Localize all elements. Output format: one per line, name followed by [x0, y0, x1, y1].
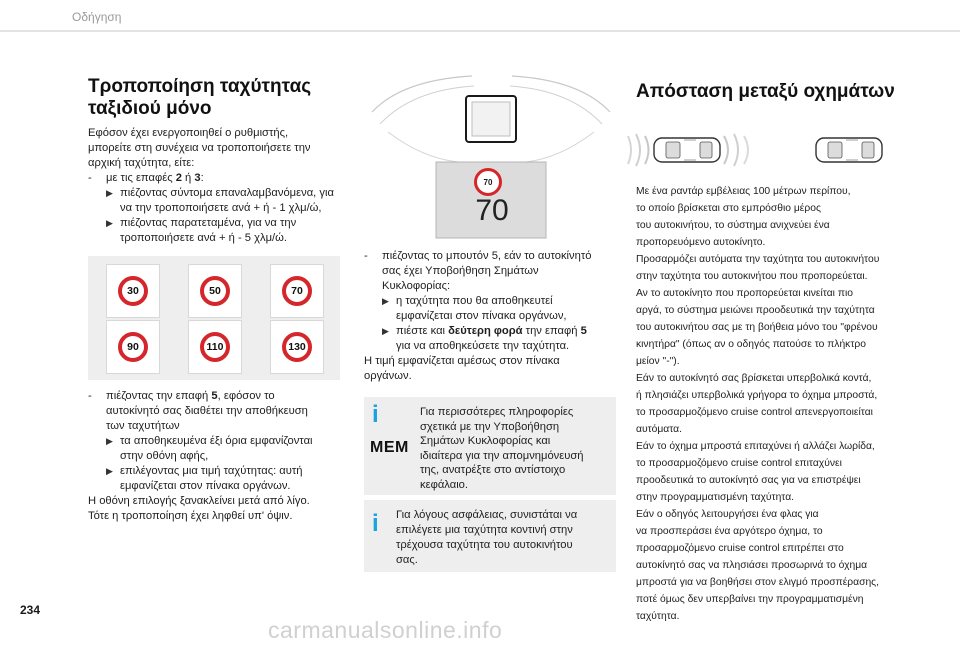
speed-sign-110: 110 — [200, 332, 230, 362]
arrow-bullet-icon: ▶ — [382, 296, 389, 306]
body-line: μπροστά για να βοηθήσει στον ελιγμό προσπέρασης, — [636, 577, 880, 588]
bullet-speed-to-store — [364, 294, 622, 324]
dash-line: των ταχυτήτων — [106, 420, 180, 432]
contact-2: 2 — [175, 172, 182, 184]
arrow-bullet-icon: ▶ — [106, 188, 113, 198]
end-line: Η οθόνη επιλογής ξανακλείνει μετά από λίγο. — [88, 495, 310, 507]
contact-3: 3 — [194, 172, 201, 184]
speed-sign-30: 30 — [118, 276, 148, 306]
info-text — [420, 405, 612, 492]
speed-limit-panel — [88, 256, 340, 380]
arrow-bullet-icon: ▶ — [106, 436, 113, 446]
dash-text — [106, 171, 204, 186]
left-intro — [88, 126, 350, 246]
sign-cell[interactable] — [188, 264, 242, 318]
dash-text-prefix: με τις επαφές — [106, 172, 176, 184]
info-line: σας. — [396, 554, 418, 566]
body-line: αυτοκίνητό σας να πλησιάσει προσωρινά το όχημα — [636, 560, 868, 571]
body-line: Προσαρμόζει αυτόματα την ταχύτητα του αυτοκινήτου — [636, 254, 880, 265]
bullet-press-again — [364, 324, 622, 354]
cars-radar-illustration — [626, 130, 904, 170]
dash-line: αυτοκίνητό σας διαθέτει την αποθήκευση — [106, 405, 308, 417]
bullet-line: επιλέγοντας μια τιμή ταχύτητας: αυτή — [120, 465, 303, 477]
info-line: κεφάλαιο. — [420, 478, 469, 491]
body-line: αργά, το σύστημα μειώνει προοδευτικά την ταχύτητα — [636, 305, 875, 316]
mem-label: MEM — [370, 439, 409, 456]
bullet-line: στην οθόνη αφής, — [120, 450, 209, 462]
info-line: επιλέγετε μια ταχύτητα κοντινή στην — [396, 524, 573, 536]
body-line: ποτέ όμως δεν υπερβαίνει την προγραμματισμένη — [636, 594, 864, 605]
body-line: στην προγραμματισμένη ταχύτητα. — [636, 492, 795, 503]
dash-text-prefix: πιέζοντας την επαφή — [106, 390, 212, 402]
dash-marker: - — [364, 250, 368, 262]
dash-marker: - — [88, 172, 92, 184]
speed-sign-90: 90 — [118, 332, 148, 362]
bullet-line: να την τροποποιήσετε ανά + ή - 1 χλμ/ώ, — [120, 202, 322, 214]
info-line: ιδιαίτερα για την απομνημόνευσή — [420, 449, 584, 462]
dash-text-mid: ή — [181, 172, 195, 184]
dash-item-contacts — [88, 171, 350, 186]
dash-line: πιέζοντας το μπουτόν 5, εάν το αυτοκίνητό — [382, 250, 592, 262]
info-line: Για λόγους ασφάλειας, συνιστάται να — [396, 509, 578, 521]
info-line: της, ανατρέξτε στο αντίστοιχο — [420, 464, 566, 476]
cluster-illustration — [362, 72, 620, 240]
header-divider — [0, 30, 960, 32]
info-line: Για περισσότερες πληροφορίες — [420, 406, 574, 418]
dash-line: σας έχει Υποβοήθηση Σημάτων — [382, 265, 539, 277]
contact-5: 5 — [580, 325, 587, 337]
sign-cell[interactable] — [188, 320, 242, 374]
bold-second-time: δεύτερη φορά — [448, 325, 523, 337]
cluster-speed-sign: 70 — [474, 168, 502, 196]
bullet-text — [120, 464, 303, 494]
bullet-text — [120, 434, 313, 464]
bullet-line: τροποποιήσετε ανά + ή - 5 χλμ/ώ. — [120, 232, 288, 244]
body-line: προπορευόμενο αυτοκίνητο. — [636, 237, 766, 248]
contact-5: 5 — [211, 390, 218, 402]
bullet-line: τα αποθηκευμένα έξι όρια εμφανίζονται — [120, 435, 313, 447]
speed-sign-50: 50 — [200, 276, 230, 306]
page-number: 234 — [20, 603, 41, 617]
dash-text — [382, 249, 592, 294]
sign-cell[interactable] — [270, 320, 324, 374]
body-line: στην ταχύτητα του αυτοκινήτου που προπορεύεται. — [636, 271, 868, 282]
sign-cell[interactable] — [106, 320, 160, 374]
body-line: αυτόματα. — [636, 424, 682, 435]
body-line: του αυτοκινήτου σας με τη βοήθεια μόνο του "φρένου — [636, 322, 878, 333]
body-line: του αυτοκινήτου, το σύστημα ανιχνεύει ένα — [636, 220, 830, 231]
info-text — [396, 508, 612, 568]
body-line: Εάν ο οδηγός λειτουργήσει ένα φλας για — [636, 509, 819, 520]
left-title-line1: Τροποποίηση ταχύτητας — [88, 76, 312, 97]
bullet-line: η ταχύτητα που θα αποθηκευτεί — [396, 295, 553, 307]
intro-line: μπορείτε στη συνέχεια να τροποποιήσετε την — [88, 142, 311, 154]
right-title: Απόσταση μεταξύ οχημάτων — [636, 81, 895, 102]
bullet-line: πιέζοντας σύντομα επαναλαμβανόμενα, για — [120, 187, 334, 199]
info-box-safety — [364, 500, 616, 572]
dash-item-button5 — [364, 249, 622, 294]
bullet-select-value — [88, 464, 350, 494]
info-icon: i — [372, 401, 379, 428]
left-title — [88, 76, 348, 120]
watermark: carmanualsonline.info — [268, 617, 503, 643]
body-line: να προσπεράσει ένα αργότερο όχημα, το — [636, 526, 823, 537]
dash-text-suffix: : — [200, 172, 204, 184]
body-line: Εάν το όχημα μπροστά επιταχύνει ή αλλάζει λωρίδα, — [636, 441, 875, 452]
bullet-prefix: πιέστε και — [396, 325, 449, 337]
bullet-line: για να αποθηκεύσετε την ταχύτητα. — [396, 340, 570, 352]
body-line: Με ένα ραντάρ εμβέλειας 100 μέτρων περίπου, — [636, 186, 851, 197]
info-line: σχετικά με την Υποβοήθηση — [420, 420, 560, 433]
body-line: ταχύτητα. — [636, 611, 680, 622]
bullet-line: εμφανίζεται στον πίνακα οργάνων. — [120, 480, 291, 492]
body-line: προοδευτικά το αυτοκίνητό σας για να επιστρέψει — [636, 475, 861, 486]
bullet-long-press — [88, 216, 350, 246]
body-line: κινητήρα" (όπως αν ο οδηγός πατούσε το πλήκτρο — [636, 339, 866, 350]
bullet-text — [120, 186, 334, 216]
body-line: ή πλησιάζει υπερβολικά γρήγορα το όχημα μπροστά, — [636, 390, 878, 401]
info-line: Σημάτων Κυκλοφορίας και — [420, 435, 551, 447]
dash-text-suffix: , εφόσον το — [217, 390, 275, 402]
speed-sign-130: 130 — [282, 332, 312, 362]
middle-text — [364, 249, 622, 384]
sign-cell[interactable] — [106, 264, 160, 318]
bullet-text — [120, 216, 296, 246]
bullet-text — [396, 324, 587, 354]
info-icon: i — [372, 510, 379, 537]
info-box-mem — [364, 397, 616, 495]
body-line: προσαρμοζόμενο cruise control επιτρέπει στο — [636, 543, 844, 554]
bullet-mid: την επαφή — [522, 325, 581, 337]
body-line: Εάν το αυτοκίνητό σας βρίσκεται υπερβολικά κοντά, — [636, 373, 872, 384]
body-line: το προσαρμοζόμενο cruise control απενεργοποιείται — [636, 407, 873, 418]
arrow-bullet-icon: ▶ — [106, 218, 113, 228]
section-header: Οδήγηση — [72, 10, 122, 24]
dash-marker: - — [88, 390, 92, 402]
body-line: το προσαρμοζόμενο cruise control επιταχύνει — [636, 458, 842, 469]
left-title-line2: ταξιδιού μόνο — [88, 98, 212, 119]
cars-distance-drawing — [626, 130, 904, 170]
bullet-line: πιέζοντας παρατεταμένα, για να την — [120, 217, 297, 229]
left-lower-text — [88, 389, 350, 524]
dash-item-contact5 — [88, 389, 350, 434]
bullet-line: εμφανίζεται στον πίνακα οργάνων, — [396, 310, 567, 322]
bullet-short-press — [88, 186, 350, 216]
info-line: τρέχουσα ταχύτητα του αυτοκινήτου — [396, 539, 573, 551]
intro-line: αρχική ταχύτητα, είτε: — [88, 157, 195, 169]
sign-cell[interactable] — [270, 264, 324, 318]
end-line: οργάνων. — [364, 370, 412, 382]
end-line: Τότε η τροποποίηση έχει ληφθεί υπ' όψιν. — [88, 510, 293, 522]
body-line: Αν το αυτοκίνητο που προπορεύεται κινείται πιο — [636, 288, 853, 299]
dash-line: Κυκλοφορίας: — [382, 280, 451, 292]
arrow-bullet-icon: ▶ — [106, 466, 113, 476]
cluster-speed-value: 70 — [475, 194, 509, 227]
body-line: το οποίο βρίσκεται στο εμπρόσθιο μέρος — [636, 203, 821, 214]
right-body — [636, 183, 936, 625]
speed-sign-70: 70 — [282, 276, 312, 306]
bullet-text — [396, 294, 567, 324]
dash-text — [106, 389, 308, 434]
intro-line: Εφόσον έχει ενεργοποιηθεί ο ρυθμιστής, — [88, 127, 289, 139]
bullet-stored-limits — [88, 434, 350, 464]
body-line: μείον "-"). — [636, 356, 680, 367]
end-line: Η τιμή εμφανίζεται αμέσως στον πίνακα — [364, 355, 560, 367]
arrow-bullet-icon: ▶ — [382, 326, 389, 336]
